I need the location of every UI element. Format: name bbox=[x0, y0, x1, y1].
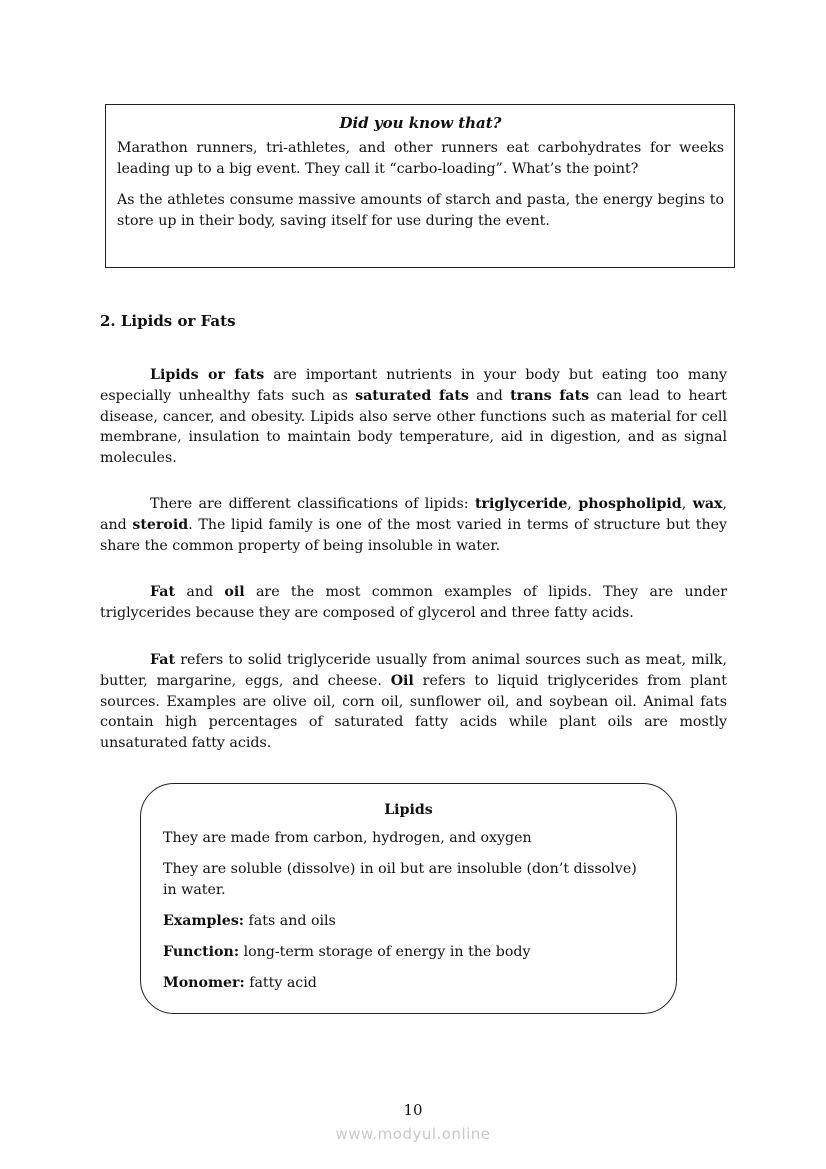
text: and bbox=[175, 584, 225, 600]
examples-value: fats and oils bbox=[244, 913, 336, 929]
paragraph-fat-vs-oil bbox=[100, 650, 727, 754]
bold-term: Oil bbox=[390, 672, 414, 689]
lipids-function bbox=[163, 942, 654, 963]
page-number: 10 bbox=[403, 1101, 423, 1119]
lipids-solubility: They are soluble (dissolve) in oil but are insoluble (don’t dissolve) in water. bbox=[163, 861, 637, 898]
text: , bbox=[567, 496, 579, 512]
text: , bbox=[681, 496, 693, 512]
bold-term: oil bbox=[224, 584, 245, 600]
bold-term: Lipids or fats bbox=[150, 367, 265, 383]
paragraph-fat-and-oil bbox=[100, 582, 727, 624]
function-label: Function: bbox=[163, 944, 240, 960]
text: are important nutrients in your body but eating too many especially unhealthy fats such as bbox=[100, 367, 727, 404]
did-you-know-paragraph-2: As the athletes consume massive amounts of starch and pasta, the energy begins to store up in their body, saving itself for use during the event. bbox=[117, 192, 724, 229]
bold-term: wax bbox=[692, 496, 723, 512]
did-you-know-box bbox=[105, 104, 735, 268]
lipids-box-title: Lipids bbox=[384, 802, 433, 818]
paragraph-lipids-intro bbox=[100, 365, 727, 469]
lipids-examples bbox=[163, 911, 654, 932]
bold-term: steroid bbox=[132, 516, 189, 533]
lipids-monomer bbox=[163, 973, 654, 994]
bold-term: triglyceride bbox=[474, 496, 568, 512]
text: and bbox=[468, 387, 511, 404]
text: can lead to heart disease, cancer, and obesity. Lipids also serve other functions such as material for cell membrane, insulation to maintain body temperature, aid in digestion, and as signal molecules. bbox=[100, 387, 727, 467]
text: . The lipid family is one of the most varied in terms of structure but they share the common property of being insoluble in water. bbox=[100, 516, 727, 554]
text: refers to liquid triglycerides from plant sources. Examples are olive oil, corn oil, sunflower oil, and soybean oil. Animal fats contain high percentages of saturated fatty acids while plant oils are mostly unsaturated fatty acids. bbox=[100, 672, 727, 752]
did-you-know-title: Did you know that? bbox=[339, 114, 502, 132]
section-heading: 2. Lipids or Fats bbox=[100, 312, 236, 330]
bold-term: saturated fats bbox=[355, 387, 469, 404]
bold-term: Fat bbox=[150, 652, 176, 668]
bold-term: phospholipid bbox=[578, 496, 682, 512]
did-you-know-paragraph-1: Marathon runners, tri-athletes, and other runners eat carbohydrates for weeks leading up to a big event. They call it “carbo-loading”. What’s the point? bbox=[117, 140, 724, 177]
text: are the most common examples of lipids. They are under triglycerides because they are composed of glycerol and three fatty acids. bbox=[100, 584, 727, 621]
text: refers to solid triglyceride usually from animal sources such as meat, milk, butter, margarine, eggs, and cheese. bbox=[100, 652, 727, 689]
monomer-label: Monomer: bbox=[163, 975, 245, 991]
text: There are different classifications of lipids: bbox=[150, 496, 475, 512]
bold-term: Fat bbox=[150, 584, 176, 600]
lipids-summary-box bbox=[140, 783, 677, 1014]
paragraph-classifications bbox=[100, 494, 727, 556]
monomer-value: fatty acid bbox=[244, 975, 317, 991]
function-value: long-term storage of energy in the body bbox=[239, 944, 531, 960]
text: , and bbox=[100, 496, 728, 533]
lipids-composition: They are made from carbon, hydrogen, and oxygen bbox=[163, 830, 532, 846]
watermark: www.modyul.online bbox=[335, 1125, 491, 1143]
bold-term: trans fats bbox=[510, 387, 590, 404]
examples-label: Examples: bbox=[163, 913, 245, 929]
